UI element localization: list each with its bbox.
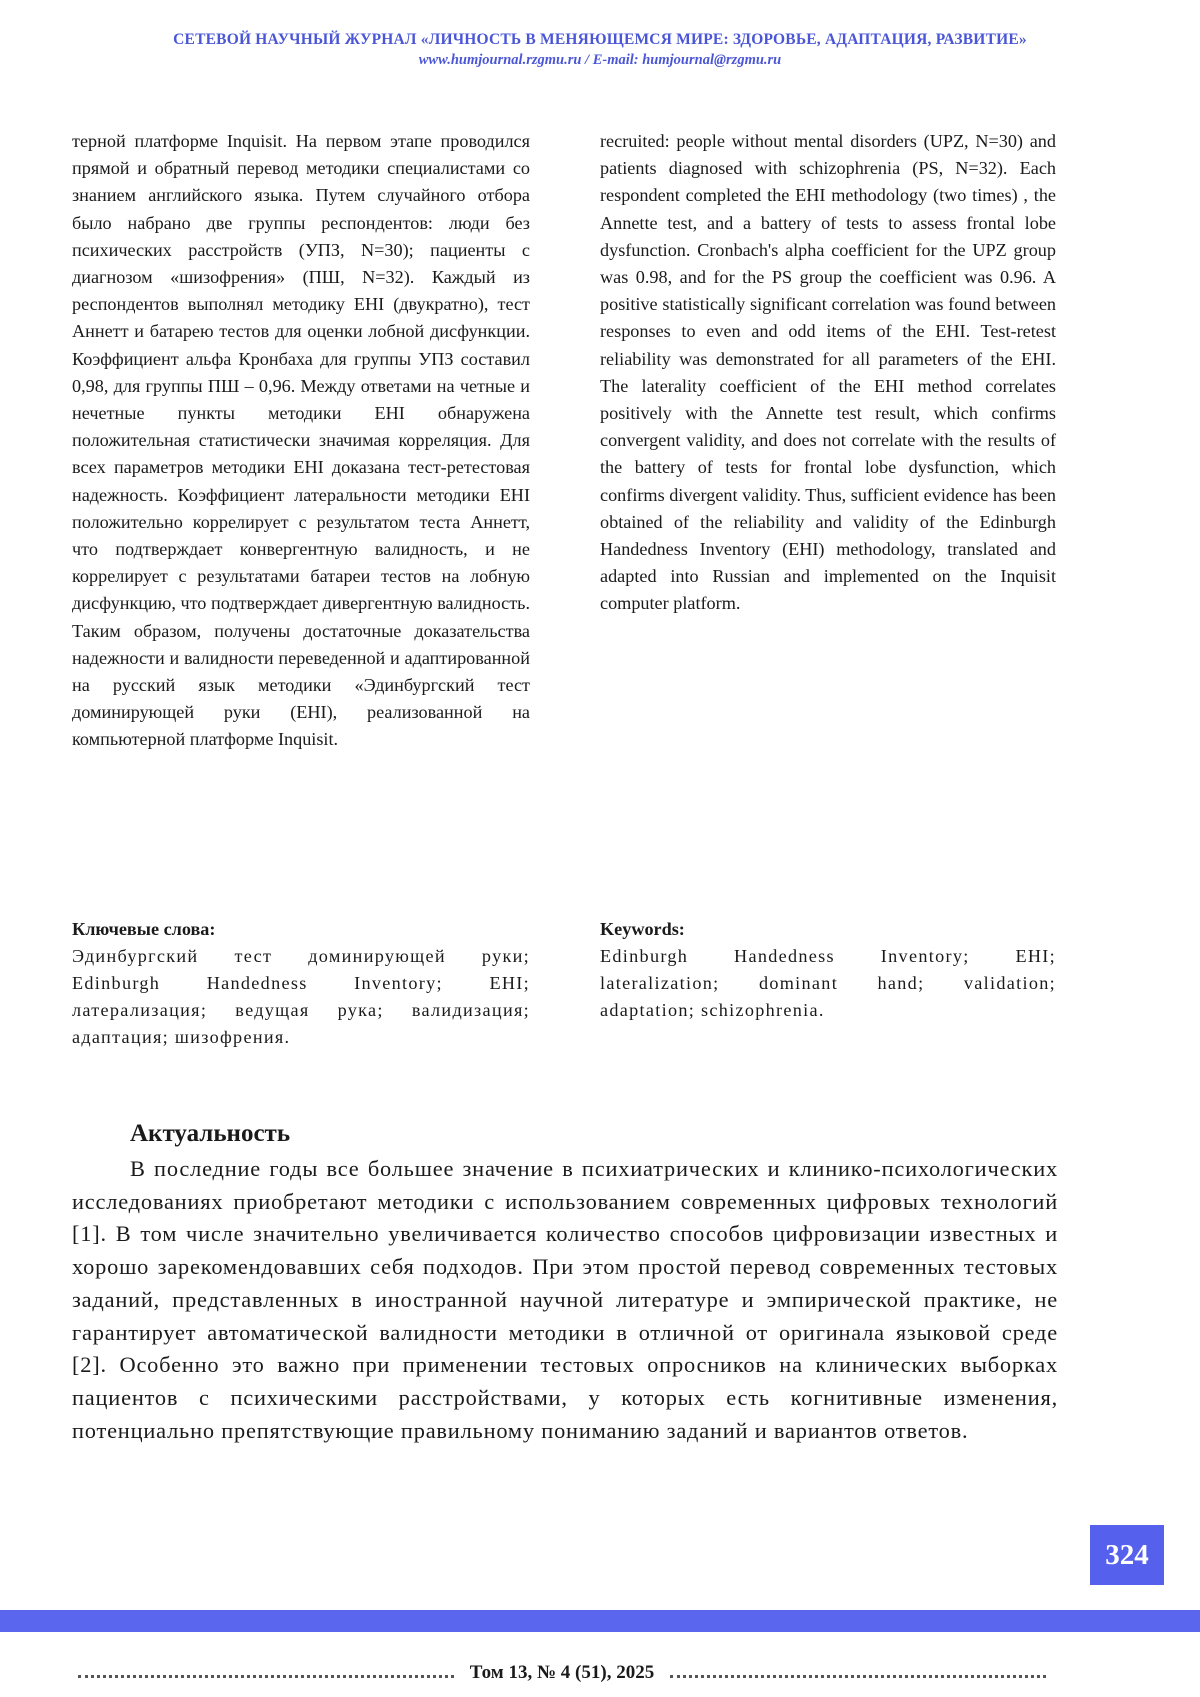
page-number-badge: 324 xyxy=(1090,1525,1164,1585)
keywords-en-label: Keywords: xyxy=(600,919,685,939)
journal-header xyxy=(0,30,1200,70)
abstract-ru: терной платформе Inquisit. На первом этапе проводился прямой и обратный перевод методики специалистами со знанием английского языка. Путем случайного отбора было набрано две группы респондентов: люди без психических расстройств (УПЗ, N=30); пациенты с диагнозом «шизофрения» (ПШ, N=32). Каждый из респондентов выполнял методику EHI (двукратно), тест Аннетт и батарею тестов для оценки лобной дисфункции. Коэффициент альфа Кронбаха для группы УПЗ составил 0,98, для группы ПШ – 0,96. Между ответами на четные и нечетные пункты методики EHI обнаружена положительная статистически значимая корреляция. Для всех параметров методики EHI доказана тест-ретестовая надежность. Коэффициент латеральности методики EHI положительно коррелирует с результатом теста Аннетт, что подтверждает конвергентную валидность, и не коррелирует с результатами батареи тестов на лобную дисфункцию, что подтверждает дивергентную валидность. Таким образом, получены достаточные доказательства надежности и валидности переведенной и адаптированной на русский язык методики «Эдинбургский тест доминирующей руки (EHI), реализованной на компьютерной платформе Inquisit. xyxy=(72,131,530,750)
footer xyxy=(78,1662,1046,1684)
keywords-ru-text: Эдинбургский тест доминирующей руки; Edinburgh Handedness Inventory; EHI; латерализация; ведущая рука; валидизация; адаптация; шизофрения. xyxy=(72,946,530,1047)
keywords-en xyxy=(600,916,1056,1024)
journal-contacts: www.humjournal.rzgmu.ru / E-mail: humjournal@rzgmu.ru xyxy=(418,52,782,68)
footer-dots-right xyxy=(670,1675,1046,1678)
abstract-en: recruited: people without mental disorders (UPZ, N=30) and patients diagnosed with schizophrenia (PS, N=32). Each respondent completed the EHI methodology (two times) , the Annette test, and a battery of tests to assess frontal lobe dysfunction. Cronbach's alpha coefficient for the UPZ group was 0.98, and for the PS group the coefficient was 0.96. A positive statistically significant correlation was found between responses to even and odd items of the EHI. Test-retest reliability was demonstrated for all parameters of the EHI. The laterality coefficient of the EHI method correlates positively with the Annette test result, which confirms convergent validity, and does not correlate with the results of the battery of tests for frontal lobe dysfunction, which confirms divergent validity. Thus, sufficient evidence has been obtained of the reliability and validity of the Edinburgh Handedness Inventory (EHI) methodology, translated and adapted into Russian and implemented on the Inquisit computer platform. xyxy=(600,131,1056,614)
keywords-ru-label: Ключевые слова: xyxy=(72,919,216,939)
section-paragraph: В последние годы все большее значение в психиатрических и клинико-психологических исследованиях приобретают методики с использованием современных цифровых технологий [1]. В том числе значительно увеличивается количество способов цифровизации известных и хорошо зарекомендовавших себя подходов. При этом простой перевод современных тестовых заданий, представленных в иностранной научной литературе и эмпирической практике, не гарантирует автоматической валидности методики в отличной от оригинала языковой среде [2]. Особенно это важно при применении тестовых опросников на клинических выборках пациентов с психическими расстройствами, у которых есть когнитивные изменения, потенциально препятствующие правильному пониманию заданий и вариантов ответов. xyxy=(72,1156,1058,1443)
footer-dots-left xyxy=(78,1675,454,1678)
section-title: Актуальность xyxy=(130,1120,291,1147)
issue-label: Том 13, № 4 (51), 2025 xyxy=(469,1662,655,1683)
keywords-ru xyxy=(72,916,530,1051)
journal-title: СЕТЕВОЙ НАУЧНЫЙ ЖУРНАЛ «ЛИЧНОСТЬ В МЕНЯЮЩЕМСЯ МИРЕ: ЗДОРОВЬЕ, АДАПТАЦИЯ, РАЗВИТИЕ» xyxy=(173,31,1027,48)
keywords-en-text: Edinburgh Handedness Inventory; EHI; lateralization; dominant hand; validation; adaptation; schizophrenia. xyxy=(600,946,1056,1020)
footer-band xyxy=(0,1610,1200,1632)
